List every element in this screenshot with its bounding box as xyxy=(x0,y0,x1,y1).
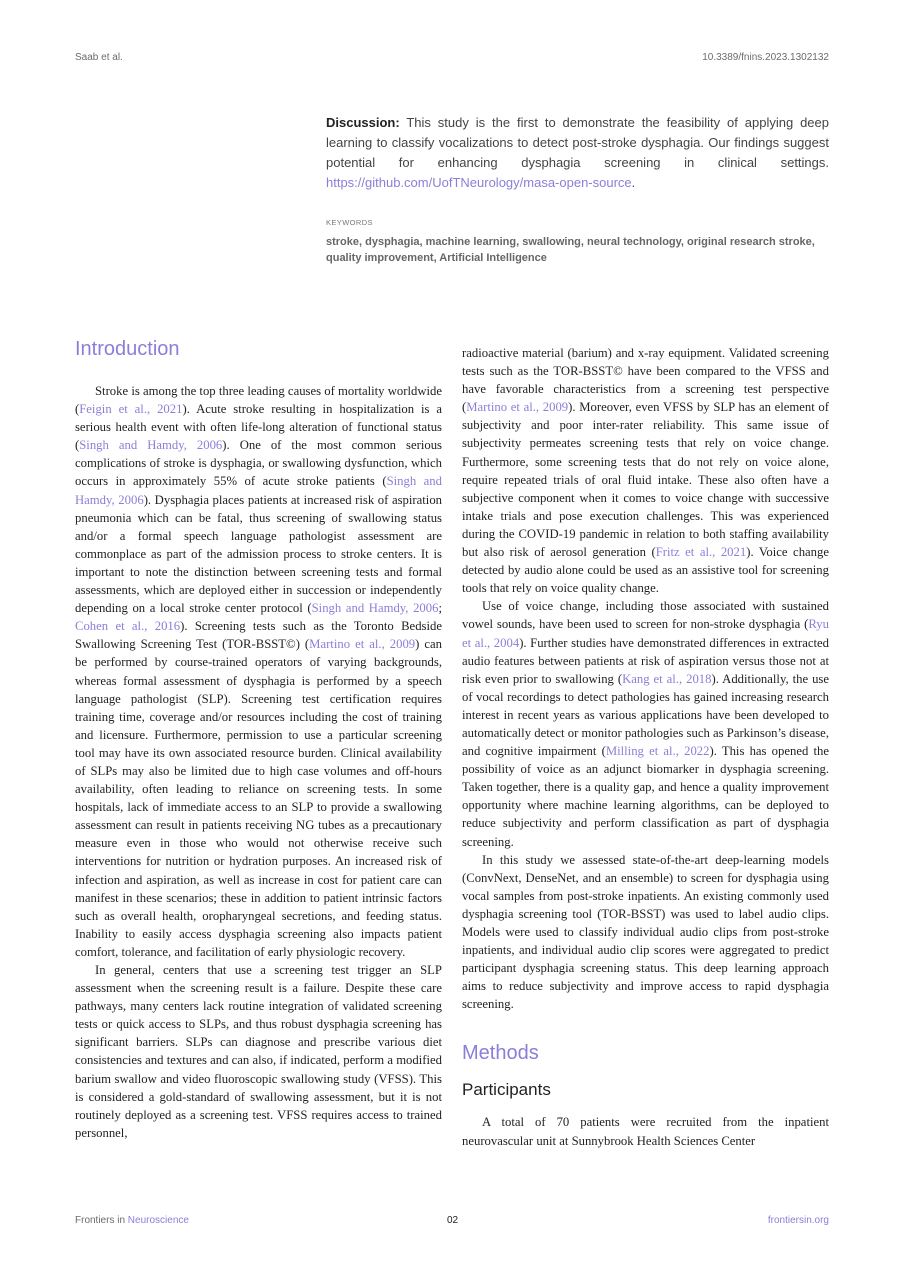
citation-link[interactable]: Cohen et al., 2016 xyxy=(75,619,181,634)
citation-link[interactable]: Milling et al., 2022 xyxy=(605,744,710,759)
citation-link[interactable]: Singh and Hamdy, 2006 xyxy=(75,474,442,507)
text-run: Use of voice change, including those associated with sustained vowel sounds, have been used to screen for non-stroke dysphagia ( xyxy=(462,599,829,632)
citation-link[interactable]: Martino et al., 2009 xyxy=(466,400,569,415)
abstract-discussion xyxy=(326,113,829,193)
introduction-heading: Introduction xyxy=(75,338,180,360)
discussion-end: . xyxy=(631,175,636,190)
methods-heading: Methods xyxy=(462,1042,539,1065)
keywords-heading: KEYWORDS xyxy=(326,218,373,227)
citation-link[interactable]: Kang et al., 2018 xyxy=(622,671,712,686)
discussion-text: This study is the first to demonstrate the feasibility of applying deep learning to classify vocalizations to detect post-stroke dysphagia. Our findings suggest potential for enhancing dysphagia screening in clinical settings. xyxy=(326,115,829,170)
citation-link[interactable]: Singh and Hamdy, 2006 xyxy=(311,601,439,616)
citation-link[interactable]: Singh and Hamdy, 2006 xyxy=(79,438,223,453)
footer-journal-prefix: Frontiers in xyxy=(75,1215,128,1226)
keywords-list: stroke, dysphagia, machine learning, swallowing, neural technology, original research stroke, quality improvement, Artificial Intelligence xyxy=(326,236,815,264)
text-run: radioactive material (barium) and x-ray equipment. Validated screening tests such as the TOR-BSST© have been compared to the VFSS and have favorable characteristics from a screening test perspective ( xyxy=(462,346,829,415)
participants-heading: Participants xyxy=(462,1080,551,1100)
left-column xyxy=(75,382,442,1142)
text-run: ). Voice change detected by audio alone could be used as an assistive tool for screening tools that rely on voice quality change. xyxy=(462,545,829,596)
github-link[interactable]: https://github.com/UofTNeurology/masa-open-source xyxy=(326,175,632,190)
discussion-label: Discussion: xyxy=(326,115,400,130)
running-header-authors: Saab et al. xyxy=(75,52,123,63)
text-run: ) can be performed by course-trained operators of varying backgrounds, whereas formal assessment of dysphagia is performed by a speech language pathologist (SLP). Screening test certification requires training time, coverage and/or resources including the cost of training and licensure. Furthermore, permission to use a particular screening tool may have its own associated resource burden. Clinical availability of SLPs may also be limited due to high case volumes and off-hours availability, often leading to reliance on screening tests. In some hospitals, lack of immediate access to an SLP to provide a swallowing assessment can result in patients receiving NG tubes as a precautionary measure even in those who would not otherwise receive such interventions for nutrition or hydration purposes. An increased risk of infection and aspiration, as well as increase in cost for patient care can manifest in these scenarios; these in addition to patient intrinsic factors such as overall health, oropharyngeal secretions, and feeding status. Inability to easily access dysphagia screening also impacts patient comfort, tolerance, and facilitation of early physiologic recovery. xyxy=(75,637,442,959)
text-run: Stroke is among the top three leading causes of mortality worldwide ( xyxy=(75,384,442,417)
intro-paragraph-2: In general, centers that use a screening test trigger an SLP assessment when the screening result is a failure. Despite these care pathways, many centers lack routine integration of validated screening tests or quick access to SLPs, and thus robust dysphagia screening has significant barriers. SLPs can diagnose and prescribe various diet consistencies and textures and can also, if indicated, perform a modified barium swallow and video fluoroscopic swallowing study (VFSS). This is considered a gold-standard of swallowing assessment, but it is not routinely deployed as a screening test. VFSS requires access to trained personnel, xyxy=(75,963,442,1140)
text-run: ; xyxy=(438,601,442,616)
methods-paragraph-1: A total of 70 patients were recruited from the inpatient neurovascular unit at Sunnybrook Health Sciences Center xyxy=(462,1115,829,1148)
text-run: ). Additionally, the use of vocal recordings to detect pathologies has gained increasing research interest in recent years as various applications have been developed to automatically detect or monitor pathologies such as Parkinson’s disease, and cognitive impairment ( xyxy=(462,671,829,759)
text-run: ). Acute stroke resulting in hospitalization is a serious health event with often life-long alteration of functional status ( xyxy=(75,402,442,453)
text-run: ). One of the most common serious complications of stroke is dysphagia, or swallowing dysfunction, which occurs in approximately 55% of acute stroke patients ( xyxy=(75,438,442,489)
citation-link[interactable]: Fritz et al., 2021 xyxy=(655,545,747,560)
intro-paragraph-1 xyxy=(75,382,442,961)
footer-site-link[interactable]: frontiersin.org xyxy=(767,1215,829,1226)
text-run: ). Screening tests such as the Toronto Bedside Swallowing Screening Test (TOR-BSST©) ( xyxy=(75,619,442,652)
page-number: 02 xyxy=(446,1215,459,1226)
citation-link[interactable]: Feigin et al., 2021 xyxy=(79,402,183,417)
footer-site-wrap xyxy=(768,1215,829,1226)
text-run: ). Further studies have demonstrated differences in extracted audio features between patients at risk of aspiration versus those not at risk even prior to swallowing ( xyxy=(462,635,829,686)
text-run: ). Moreover, even VFSS by SLP has an element of subjectivity and poor inter-rater reliability. This same issue of subjectivity permeates screening tests that rely on voice change. Furthermore, some screening tests that do not rely on voice alone, require repeated trials of oral fluid intake. These also often have a subjective component when it comes to voice change with successive intake trials and pose execution challenges. This was experienced during the COVID-19 pandemic in relation to both staffing availability but also risk of aerosol generation ( xyxy=(462,400,829,560)
citation-link[interactable]: Martino et al., 2009 xyxy=(309,637,416,652)
footer-journal-link[interactable]: Neuroscience xyxy=(127,1215,189,1226)
citation-link[interactable]: Ryu et al., 2004 xyxy=(462,617,829,650)
intro-paragraph-5: In this study we assessed state-of-the-art deep-learning models (ConvNext, DenseNet, and an ensemble) to screen for dysphagia using vocal samples from post-stroke inpatients. An existing commonly used dysphagia screening tool (TOR-BSST) was used to label audio clips. Models were used to classify individual audio clips from post-stroke inpatients, and individual audio clip scores were aggregated to predict participant dysphagia screening status. This deep learning approach aims to reduce subjectivity and improve access to rapid dysphagia screening. xyxy=(462,852,829,1012)
right-column xyxy=(462,344,829,1150)
intro-paragraph-3 xyxy=(462,344,829,597)
intro-paragraph-4 xyxy=(462,597,829,850)
text-run: ). This has opened the possibility of voice as an adjunct biomarker in dysphagia screening. Taken together, there is a quality gap, and hence a quality improvement opportunity where machine learning algorithms, can be deployed to reduce subjectivity and perform classification as part of dysphagia screening. xyxy=(462,744,830,849)
running-header-doi: 10.3389/fnins.2023.1302132 xyxy=(702,52,829,63)
text-run: ). Dysphagia places patients at increased risk of aspiration pneumonia which can be fatal, thus screening of swallowing status and/or a formal speech language pathologist assessment are commonplace as part of the admission process to stroke centers. It is important to note the distinction between screening tests and formal assessments, which are deployed either in succession or independently depending on a local stroke center protocol ( xyxy=(75,492,443,616)
